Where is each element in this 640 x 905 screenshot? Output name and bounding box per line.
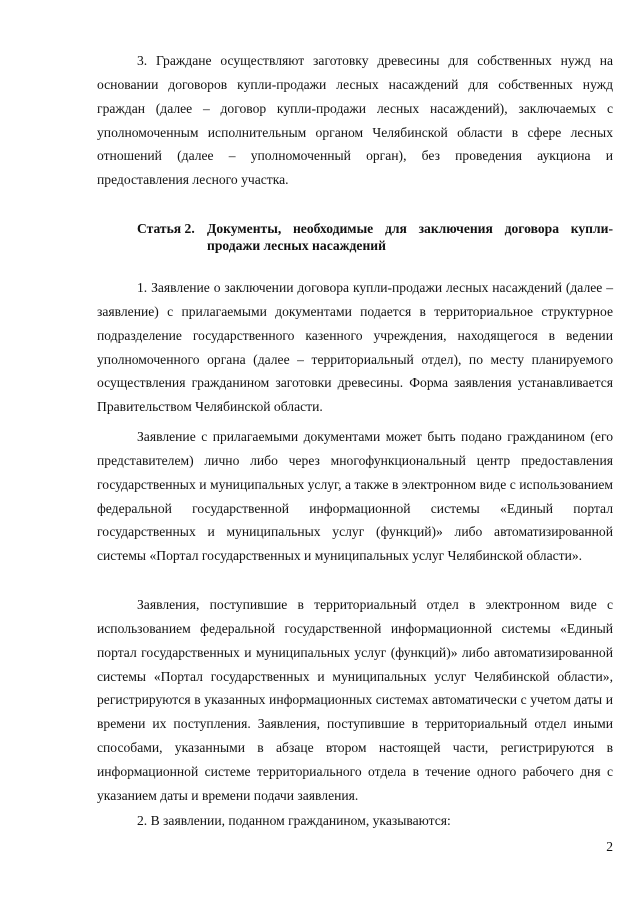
paragraph-application-submission: 1. Заявление о заключении договора купли-продажи лесных насаждений (далее – заявление) с прилагаемыми документами подается в территориальное структурное подразделение государственного казенного учреждения, находящегося в ведении уполномоченного органа (далее – территориальный отдел), по месту планируемого осуществления гражданином заготовки древесины. Форма заявления устанавливается Правительством Челябинской области. bbox=[97, 280, 613, 415]
page-number: 2 bbox=[606, 839, 613, 854]
paragraph-application-contents: 2. В заявлении, поданном гражданином, указываются: bbox=[137, 813, 451, 828]
paragraph-submission-methods: Заявление с прилагаемыми документами может быть подано гражданином (его представителем) лично либо через многофункциональный центр предоставления государственных и муниципальных услуг, а также в электронном виде с использованием федеральной государственной информационной системы «Единый портал государственных и муниципальных услуг (функций)» либо автоматизированной системы «Портал государственных и муниципальных услуг Челябинской области». bbox=[97, 429, 613, 564]
article-heading bbox=[137, 220, 613, 254]
paragraph-3-timber-harvesting: 3. Граждане осуществляют заготовку древесины для собственных нужд на основании договоров купли-продажи лесных насаждений для собственных нужд граждан (далее – договор купли-продажи лесных насаждений), заключаемых с уполномоченным исполнительным органом Челябинской области в сфере лесных отношений (далее – уполномоченный орган), без проведения аукциона и предоставления лесного участка. bbox=[97, 53, 613, 188]
article-number: Статья 2. bbox=[137, 221, 195, 236]
paragraph-registration: Заявления, поступившие в территориальный отдел в электронном виде с использованием федеральной государственной информационной системы «Единый портал государственных и муниципальных услуг (функций)» либо автоматизированной системы «Портал государственных и муниципальных услуг Челябинской области», регистрируются в указанных информационных системах автоматически с учетом даты и времени их поступления. Заявления, поступившие в территориальный отдел иными способами, указанными в абзаце втором настоящей части, регистрируются в информационной системе территориального отдела в течение одного рабочего дня с указанием даты и времени подачи заявления. bbox=[97, 597, 613, 803]
article-title: Документы, необходимые для заключения договора купли-продажи лесных насаждений bbox=[207, 221, 613, 253]
